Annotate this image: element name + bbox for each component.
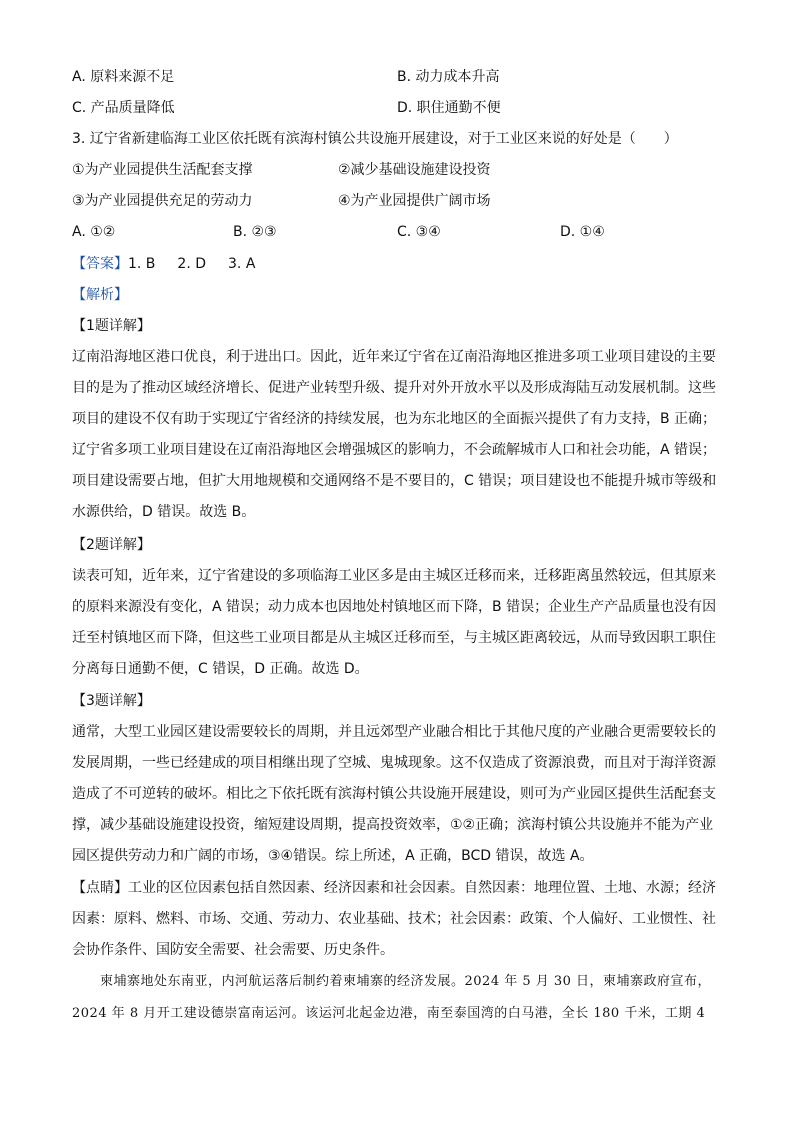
detail-2-title: 【2题详解】 xyxy=(72,537,151,553)
answer-1: 1. B xyxy=(128,256,156,272)
detail-3-text xyxy=(72,717,724,872)
q3-option-d[interactable]: D. ①④ xyxy=(560,224,605,240)
comment-line: 【点睛】工业的区位因素包括自然因素、经济因素和社会因素。自然因素：地理位置、土地、水源；经济 xyxy=(72,880,716,896)
comment-text xyxy=(72,873,724,966)
comment-line: 会协作条件、国防安全需要、社会需要、历史条件。 xyxy=(72,942,394,958)
q2-options-row-2 xyxy=(72,98,732,118)
detail-1-line: 项目的建设不仅有助于实现辽宁省经济的持续发展，也为东北地区的全面振兴提供了有力支持，B 正确； xyxy=(72,411,717,427)
q3-stem: 3. 辽宁省新建临海工业区依托既有滨海村镇公共设施开展建设，对于工业区来说的好处是（ ） xyxy=(72,131,678,147)
q3-items-row-1 xyxy=(72,160,732,180)
next-material-line: 2024 年 8 月开工建设德崇富南运河。该运河北起金边港，南至泰国湾的白马港，全长 180 千米，工期 4 xyxy=(72,1006,706,1021)
answer-tag: 【答案】 xyxy=(72,256,128,272)
next-material-line: 柬埔寨地处东南亚，内河航运落后制约着柬埔寨的经济发展。2024 年 5 月 30 日，柬埔寨政府宣布， xyxy=(100,974,712,989)
q3-item-3: ③为产业园提供充足的劳动力 xyxy=(72,193,253,209)
q3-option-b[interactable]: B. ②③ xyxy=(233,224,277,240)
detail-2-line: 分离每日通勤不便，C 错误，D 正确。故选 D。 xyxy=(72,661,369,677)
q2-option-a[interactable]: A. 原料来源不足 xyxy=(72,69,175,85)
detail-1-title: 【1题详解】 xyxy=(72,318,151,334)
q3-items-row-2 xyxy=(72,191,732,211)
detail-1-line: 辽南沿海地区港口优良，利于进出口。因此，近年来辽宁省在辽南沿海地区推进多项工业项目建设的主要 xyxy=(72,349,716,365)
q3-option-a[interactable]: A. ①② xyxy=(72,224,116,240)
q2-option-c[interactable]: C. 产品质量降低 xyxy=(72,100,175,116)
next-material-text xyxy=(72,966,724,1030)
detail-2-line: 的原料来源没有变化，A 错误；动力成本也因地处村镇地区而下降，B 错误；企业生产产品质量也没有因 xyxy=(72,599,717,615)
detail-3-line: 园区提供劳动力和广阔的市场，③④错误。综上所述，A 正确，BCD 错误，故选 A。 xyxy=(72,848,594,864)
comment-line: 因素：原料、燃料、市场、交通、劳动力、农业基础、技术；社会因素：政策、个人偏好、工业惯性、社 xyxy=(72,911,716,927)
q3-item-2: ②减少基础设施建设投资 xyxy=(338,162,491,178)
answer-2: 2. D xyxy=(177,256,207,272)
q3-option-c[interactable]: C. ③④ xyxy=(397,224,441,240)
detail-1-line: 水源供给，D 错误。故选 B。 xyxy=(72,504,256,520)
detail-3-line: 撑，减少基础设施建设投资，缩短建设周期，提高投资效率，①②正确；滨海村镇公共设施并不能为产业 xyxy=(72,817,714,833)
q3-item-1: ①为产业园提供生活配套支撑 xyxy=(72,162,253,178)
detail-3-line: 发展周期，一些已经建成的项目相继出现了空城、鬼城现象。这不仅造成了资源浪费，而且对于海洋资源 xyxy=(72,755,716,771)
detail-2-line: 读表可知，近年来，辽宁省建设的多项临海工业区多是由主城区迁移而来，迁移距离虽然较远，但其原来 xyxy=(72,568,716,584)
detail-1-line: 目的是为了推动区域经济增长、促进产业转型升级、提升对外开放水平以及形成海陆互动发展机制。这些 xyxy=(72,380,716,396)
detail-3-line: 造成了不可逆转的破坏。相比之下依托既有滨海村镇公共设施开展建设，则可为产业园区提供生活配套支 xyxy=(72,786,716,802)
detail-3-title: 【3题详解】 xyxy=(72,693,151,709)
analysis-tag: 【解析】 xyxy=(72,287,128,303)
detail-1-line: 辽宁省多项工业项目建设在辽南沿海地区会增强城区的影响力，不会疏解城市人口和社会功能，A 错误； xyxy=(72,442,717,458)
detail-3-line: 通常，大型工业园区建设需要较长的周期，并且远郊型产业融合相比于其他尺度的产业融合更需要较长的 xyxy=(72,724,716,740)
q2-option-d[interactable]: D. 职住通勤不便 xyxy=(397,100,501,116)
q3-options-row xyxy=(72,222,732,242)
detail-1-line: 项目建设需要占地，但扩大用地规模和交通网络不是不要目的，C 错误；项目建设也不能提升城市等级和 xyxy=(72,473,717,489)
q3-item-4: ④为产业园提供广阔市场 xyxy=(338,193,491,209)
detail-1-text xyxy=(72,342,724,528)
detail-2-text xyxy=(72,561,724,685)
detail-2-line: 迁至村镇地区而下降，但这些工业项目都是从主城区迁移而至，与主城区距离较远，从而导致因职工职住 xyxy=(72,630,716,646)
answer-3: 3. A xyxy=(228,256,256,272)
q2-options-row-1 xyxy=(72,67,732,87)
answer-line xyxy=(72,254,255,274)
q2-option-b[interactable]: B. 动力成本升高 xyxy=(397,69,500,85)
